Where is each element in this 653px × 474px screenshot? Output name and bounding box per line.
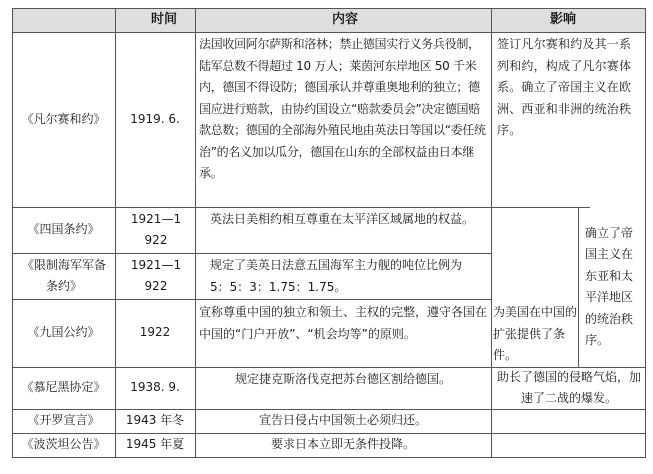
header-impact: 影响 [488, 8, 638, 32]
treaty-time: 1921—1922 [130, 211, 182, 247]
grid-line [195, 8, 196, 458]
treaty-time: 1938. 9. [130, 380, 180, 395]
treaty-name: 《凡尔赛和约》 [21, 111, 106, 126]
treaty-time: 1919. 6. [130, 111, 180, 126]
treaty-time: 1921—1922 [130, 257, 182, 293]
treaty-content: 宣告日侵占中国领土必须归还。 [258, 413, 427, 428]
grid-line [12, 409, 646, 410]
treaty-impact-sub: 为美国在中国的扩张提供了条件。 [493, 305, 578, 362]
grid-line [12, 8, 646, 9]
treaty-name: 《限制海军军备条约》 [21, 257, 106, 293]
treaty-content: 宣称尊重中国的独立和领土、主权的完整，遵守各国在中国的“门户开放”、“机会均等”的原则。 [199, 305, 488, 341]
treaty-time: 1943 年冬 [125, 413, 185, 428]
grid-line [12, 253, 492, 254]
treaty-content: 规定了美英日法意五国海军主力舰的吨位比例为 5：5：3：1.75：1.75。 [210, 258, 463, 294]
grid-line [491, 8, 492, 458]
treaty-content: 要求日本立即无条件投降。 [270, 437, 415, 452]
treaty-name: 《慕尼黑协定》 [21, 380, 106, 395]
treaty-impact: 助长了德国的侵略气焰，加速了二战的爆发。 [497, 369, 642, 405]
header-content: 内容 [195, 8, 495, 32]
treaty-content: 规定捷克斯洛伐克把苏台德区割给德国。 [234, 372, 451, 387]
grid-line [12, 299, 492, 300]
grid-line [12, 32, 646, 33]
washington-impact: 确立了帝国主义在东亚和太平洋地区的统治秩序。 [585, 225, 634, 347]
treaty-impact: 签订凡尔赛和约及其一系列和约，构成了凡尔赛体系。确立了帝国主义在欧洲、西亚和非洲的统治秩序。 [497, 37, 632, 137]
grid-line [12, 207, 590, 208]
treaty-name: 《四国条约》 [27, 222, 100, 237]
treaty-content: 法国收回阿尔萨斯和洛林；禁止德国实行义务兵役制，陆军总数不得超过 10 万人；莱茵河东岸地区 50 千米内，德国不得设防；德国承认并尊重奥地利的独立；德国应进行赔款，由协约国设立“赔款委员会”决定德国赔款总数；德国的全部海外殖民地由英法日等国以“委任统治”的名义加以瓜分，德国在山东的全部权益由日本继承。 [199, 37, 486, 180]
grid-line [12, 8, 13, 458]
grid-line [115, 8, 116, 458]
grid-line [12, 433, 646, 434]
treaty-name: 《波茨坦公告》 [21, 437, 106, 452]
treaty-name: 《九国公约》 [27, 325, 100, 340]
grid-line [12, 457, 646, 458]
grid-line [645, 8, 646, 458]
header-time: 时间 [115, 8, 213, 32]
treaty-name: 《开罗宣言》 [27, 413, 100, 428]
treaty-time: 1922 [139, 325, 171, 340]
grid-line [12, 367, 646, 368]
grid-line [578, 207, 579, 367]
treaty-content: 英法日美相约相互尊重在太平洋区域属地的权益。 [210, 212, 475, 226]
treaty-time: 1945 年夏 [125, 437, 185, 452]
